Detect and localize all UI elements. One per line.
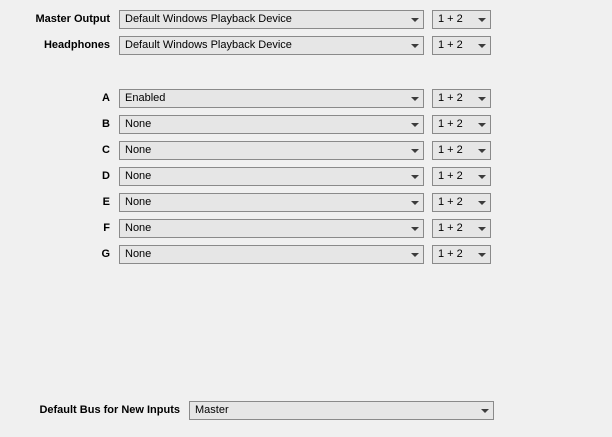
chevron-down-icon[interactable] [473,220,490,237]
master-output-channels-value: 1 + 2 [438,13,463,25]
master-output-device-value: Default Windows Playback Device [125,13,292,25]
bus-channels-select-b[interactable] [432,115,491,134]
bus-device-value-f: None [125,222,152,234]
bus-row-d [15,166,491,187]
bus-label-e: E [102,196,110,208]
bus-row-e [15,192,491,213]
bus-device-value-c: None [125,144,152,156]
chevron-down-icon[interactable] [406,194,423,211]
bus-device-select-b[interactable] [119,115,424,134]
chevron-down-icon[interactable] [473,11,490,28]
bus-channels-value-f: 1 + 2 [438,222,463,234]
bus-device-select-d[interactable] [119,167,424,186]
headphones-label: Headphones [43,39,110,51]
default-bus-select[interactable] [189,401,494,420]
bus-channels-select-a[interactable] [432,89,491,108]
bus-device-select-g[interactable] [119,245,424,264]
headphones-channels-value: 1 + 2 [438,39,463,51]
bus-channels-select-f[interactable] [432,219,491,238]
bus-channels-select-c[interactable] [432,141,491,160]
bus-channels-value-a: 1 + 2 [438,92,463,104]
bus-row-f [15,218,491,239]
bus-device-select-c[interactable] [119,141,424,160]
bus-label-d: D [102,170,110,182]
chevron-down-icon[interactable] [406,116,423,133]
bus-channels-select-d[interactable] [432,167,491,186]
chevron-down-icon[interactable] [473,142,490,159]
chevron-down-icon[interactable] [406,90,423,107]
bus-channels-select-g[interactable] [432,245,491,264]
bus-channels-value-b: 1 + 2 [438,118,463,130]
bus-row-g [15,244,491,265]
bus-label-b: B [102,118,110,130]
bus-label-a: A [102,92,110,104]
headphones-device-select[interactable] [119,36,424,55]
headphones-device-value: Default Windows Playback Device [125,39,292,51]
bus-row-c [15,140,491,161]
bus-channels-value-d: 1 + 2 [438,170,463,182]
bus-row-b [15,114,491,135]
master-output-device-select[interactable] [119,10,424,29]
chevron-down-icon[interactable] [473,168,490,185]
default-bus-row [15,400,494,421]
chevron-down-icon[interactable] [406,142,423,159]
chevron-down-icon[interactable] [406,246,423,263]
chevron-down-icon[interactable] [473,90,490,107]
chevron-down-icon[interactable] [473,194,490,211]
bus-row-a [15,88,491,109]
bus-device-value-d: None [125,170,152,182]
bus-device-value-e: None [125,196,152,208]
bus-device-value-g: None [125,248,152,260]
bus-label-c: C [102,144,110,156]
chevron-down-icon[interactable] [473,37,490,54]
headphones-channels-select[interactable] [432,36,491,55]
master-output-row [15,9,491,30]
bus-label-f: F [103,222,110,234]
headphones-row [15,35,491,56]
bus-device-value-a: Enabled [125,92,166,104]
chevron-down-icon[interactable] [476,402,493,419]
bus-channels-value-g: 1 + 2 [438,248,463,260]
bus-device-select-e[interactable] [119,193,424,212]
default-bus-value: Master [195,404,229,416]
chevron-down-icon[interactable] [406,11,423,28]
chevron-down-icon[interactable] [406,168,423,185]
bus-device-value-b: None [125,118,152,130]
chevron-down-icon[interactable] [406,220,423,237]
master-output-channels-select[interactable] [432,10,491,29]
bus-channels-value-c: 1 + 2 [438,144,463,156]
chevron-down-icon[interactable] [473,246,490,263]
bus-device-select-a[interactable] [119,89,424,108]
bus-channels-select-e[interactable] [432,193,491,212]
bus-label-g: G [101,248,110,260]
default-bus-label: Default Bus for New Inputs [39,404,180,416]
chevron-down-icon[interactable] [473,116,490,133]
bus-device-select-f[interactable] [119,219,424,238]
master-output-label: Master Output [35,13,110,25]
bus-channels-value-e: 1 + 2 [438,196,463,208]
chevron-down-icon[interactable] [406,37,423,54]
